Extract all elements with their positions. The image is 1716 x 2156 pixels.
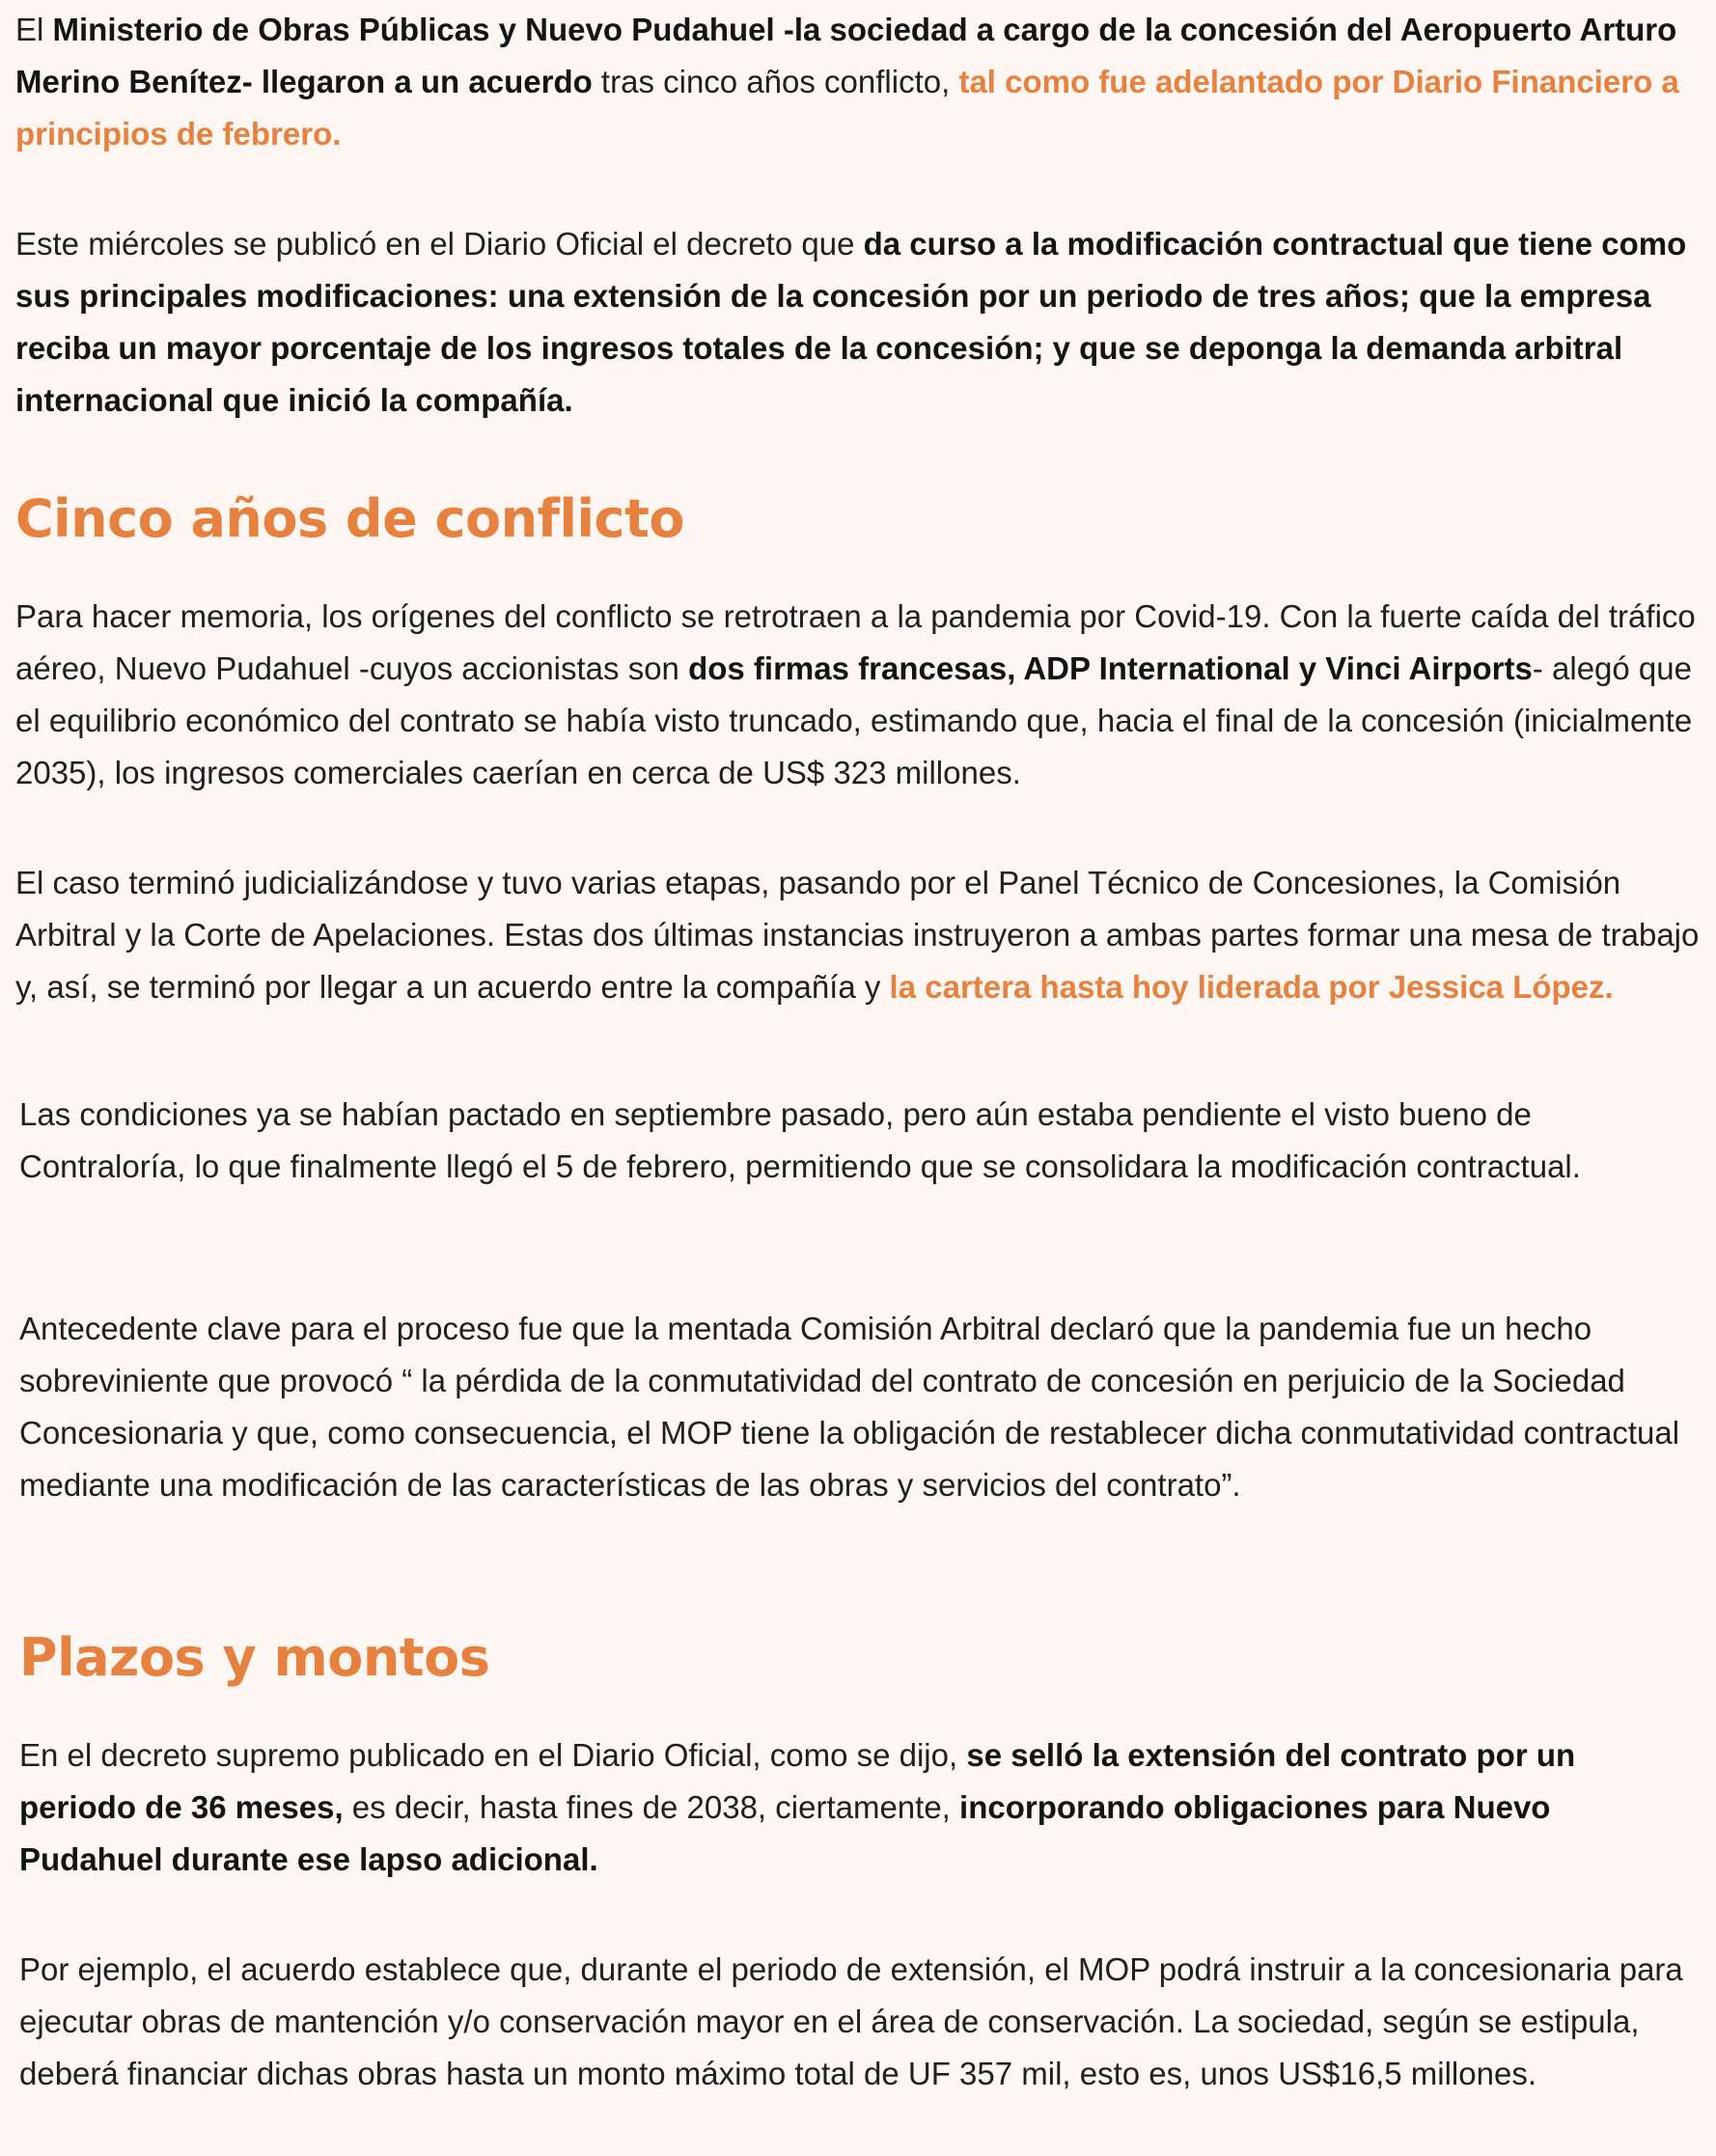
text-run: Este miércoles se publicó en el Diario Oficial el decreto que (15, 226, 864, 262)
bold-run: dos firmas francesas, ADP International y Vinci Airports (688, 650, 1533, 686)
paragraph-decree (0, 218, 1704, 427)
text-run: Antecedente clave para el proceso fue que la mentada Comisión Arbitral declaró que la pandemia fue un hecho sobreviniente que provocó “ la pérdida de la conmutatividad del contrato de concesión en perjuicio de la Sociedad Concesionaria y que, como consecuencia, el MOP tiene la obligación de restablecer dicha conmutatividad contractual mediante una modificación de las características de las obras y servicios del contrato”. (19, 1311, 1680, 1503)
section-heading-plazos: Plazos y montos (19, 1627, 490, 1688)
paragraph-judicial (0, 857, 1704, 1013)
bold-run: Ministerio de Obras Públicas y Nuevo Pudahuel -la sociedad a cargo de la concesión del Aeropuerto Arturo Merino Benítez- llegaron a un acuerdo (15, 12, 1677, 99)
df-article-link[interactable]: tal como fue adelantado por Diario Financiero a principios de febrero. (15, 64, 1679, 152)
paragraph-origins (0, 591, 1704, 799)
paragraph-obras (0, 1944, 1699, 2100)
paragraph-intro (0, 4, 1704, 160)
text-run: El caso terminó judicializándose y tuvo varias etapas, pasando por el Panel Técnico de Concesiones, la Comisión Arbitral y la Corte de Apelaciones. Estas dos últimas instancias instruyeron a ambas partes formar una mesa de trabajo y, así, se terminó por llegar a un acuerdo entre la compañía y (15, 865, 1700, 1005)
bold-run: da curso a la modificación contractual que tiene como sus principales modificaciones: una extensión de la concesión por un periodo de tres años; que la empresa reciba un mayor porcentaje de los ingresos totales de la concesión; y que se deponga la demanda arbitral internacional que inició la compañía. (15, 226, 1687, 418)
text-run: En el decreto supremo publicado en el Diario Oficial, como se dijo, (19, 1737, 967, 1773)
text-run: es decir, hasta fines de 2038, ciertamente, (343, 1789, 960, 1825)
paragraph-contraloria (0, 1089, 1699, 1193)
section-heading-conflicto: Cinco años de conflicto (15, 488, 684, 549)
bold-run: incorporando obligaciones para Nuevo Pudahuel durante ese lapso adicional. (19, 1789, 1551, 1877)
ministry-link[interactable]: la cartera hasta hoy liderada por Jessica López. (889, 969, 1614, 1005)
bold-run: se selló la extensión del contrato por un periodo de 36 meses, (19, 1737, 1576, 1825)
text-run: tras cinco años conflicto, (592, 64, 959, 99)
text-run: Las condiciones ya se habían pactado en septiembre pasado, pero aún estaba pendiente el visto bueno de Contraloría, lo que finalmente llegó el 5 de febrero, permitiendo que se consolidara la modificación contractual. (19, 1096, 1581, 1184)
text-run: El (15, 12, 53, 47)
text-run: - alegó que el equilibrio económico del contrato se había visto truncado, estimando que, hacia el final de la concesión (inicialmente 2035), los ingresos comerciales caerían en cerca de US$ 323 millones. (15, 650, 1693, 790)
text-run: Por ejemplo, el acuerdo establece que, durante el periodo de extensión, el MOP podrá instruir a la concesionaria para ejecutar obras de mantención y/o conservación mayor en el área de conservación. La sociedad, según se estipula, deberá financiar dichas obras hasta un monto máximo total de UF 357 mil, esto es, unos US$16,5 millones. (19, 1951, 1683, 2091)
paragraph-arbitral (0, 1303, 1699, 1511)
text-run: Para hacer memoria, los orígenes del conflicto se retrotraen a la pandemia por Covid-19. Con la fuerte caída del tráfico aéreo, Nuevo Pudahuel -cuyos accionistas son (15, 598, 1696, 686)
paragraph-extension (0, 1729, 1699, 1886)
